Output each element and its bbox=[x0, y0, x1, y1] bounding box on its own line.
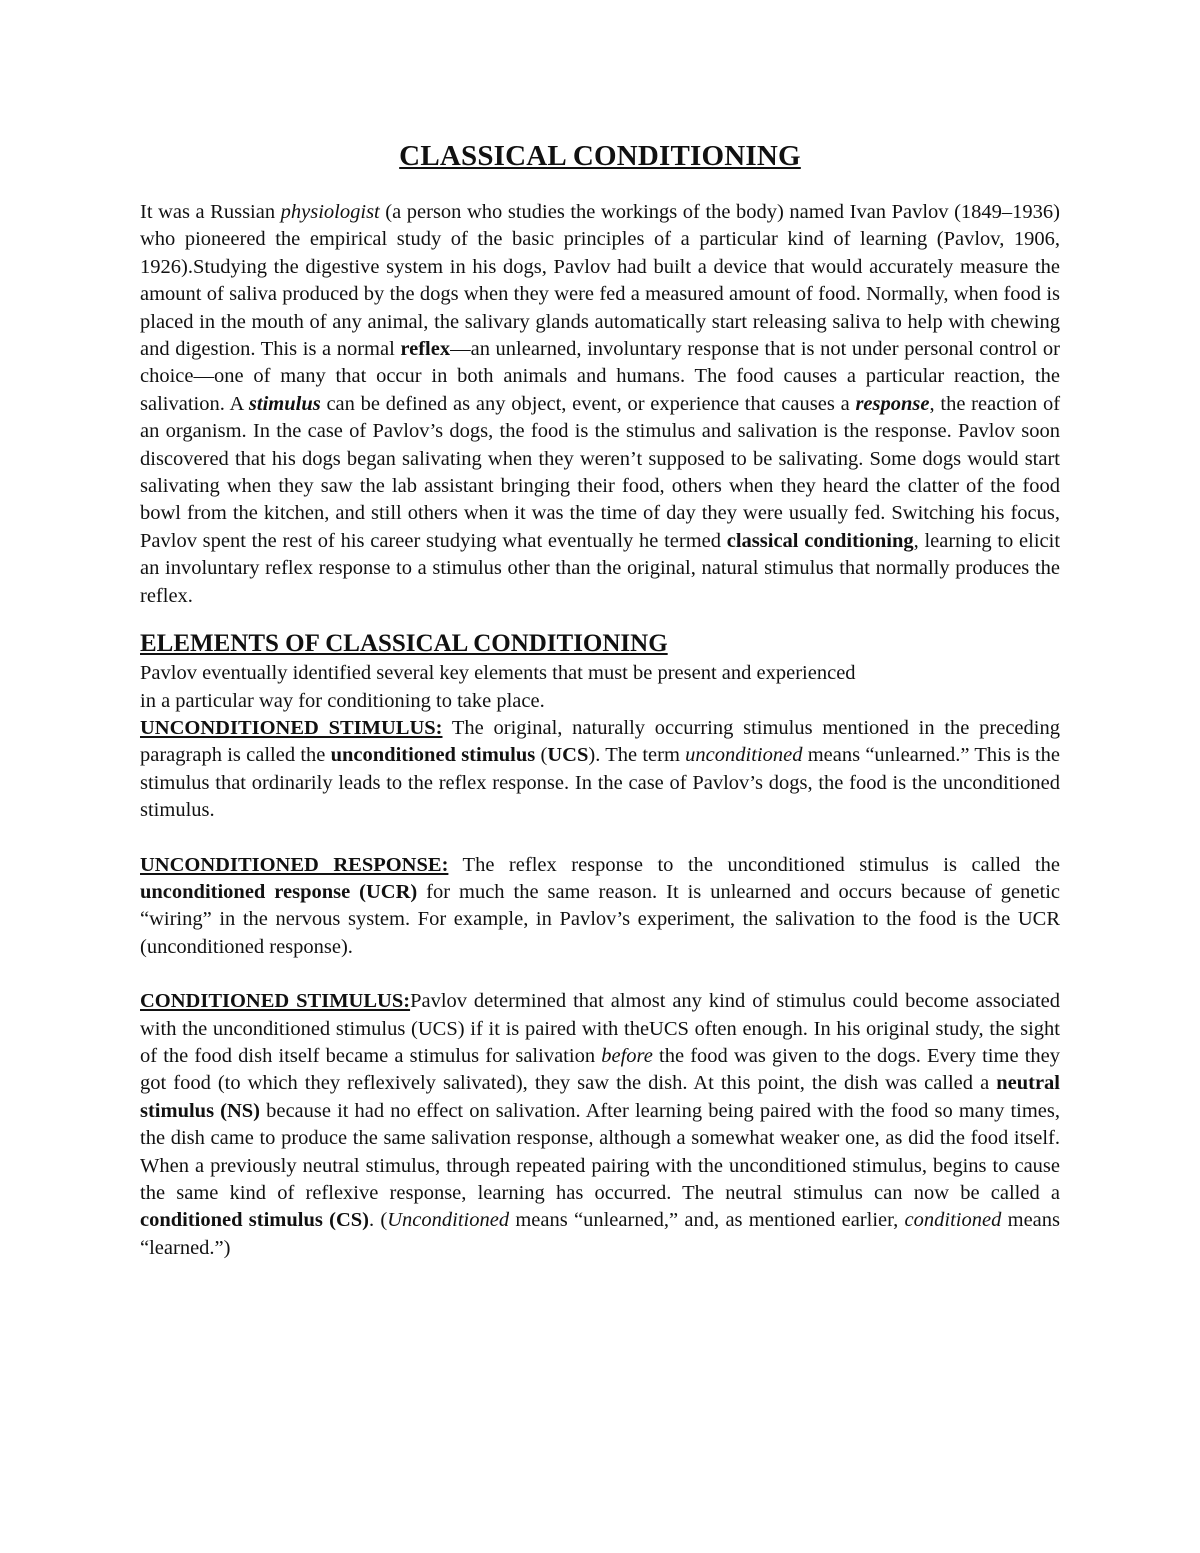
cs-text-4: . ( bbox=[369, 1209, 388, 1232]
paragraph-spacer bbox=[140, 825, 1060, 852]
ucr-text-1: The reflex response to the unconditioned stimulus is called the bbox=[448, 853, 1060, 876]
ucr-term: unconditioned response (UCR) bbox=[140, 880, 418, 903]
intro-term-classical-conditioning: classical conditioning bbox=[726, 529, 914, 552]
intro-text-2: (a person who studies the workings of the body) named Ivan Pavlov (1849–1936) who pioneered the empirical study of the basic principles of a particular kind of learning (Pavlov, 1906, 1926).Studying the digestive system in his dogs, Pavlov had built a device that would accurately measure the amount of saliva produced by the dogs when they were fed a measured amount of food. Normally, when food is placed in the mouth of any animal, the salivary glands automatically start releasing saliva to help with chewing and digestion. This is a normal bbox=[140, 201, 1060, 361]
intro-text-1: It was a Russian bbox=[140, 201, 281, 223]
cs-text-3: because it had no effect on salivation. After learning being paired with the food so many times, the dish came to produce the same salivation response, although a somewhat weaker one, as did the food itself. When a previously neutral stimulus, through repeated pairing with the unconditioned stimulus, begins to cause the same kind of reflexive response, learning has occurred. The neutral stimulus can now be called a bbox=[140, 1099, 1060, 1204]
intro-term-stimulus: stimulus bbox=[248, 392, 321, 415]
cs-text-1: Pavlov determined that almost any kind of stimulus could become associated with the unconditioned stimulus (UCS) if it is paired with theUCS often enough. In his original study, the sight of the food dish itself became a stimulus for salivation bbox=[140, 990, 1060, 1067]
ucs-italic-unconditioned: unconditioned bbox=[685, 744, 803, 767]
ucr-paragraph bbox=[140, 852, 1060, 962]
cs-italic-unconditioned: Unconditioned bbox=[387, 1209, 510, 1232]
ucr-label: UNCONDITIONED RESPONSE: bbox=[140, 853, 449, 876]
intro-text-4: can be defined as any object, event, or experience that causes a bbox=[320, 392, 856, 415]
cs-term-conditioned-stimulus: conditioned stimulus (CS) bbox=[140, 1209, 369, 1232]
ucs-abbrev: UCS bbox=[547, 744, 589, 767]
page-title: CLASSICAL CONDITIONING bbox=[399, 140, 801, 172]
cs-term-neutral-stimulus: neutral stimulus (NS) bbox=[140, 1072, 1060, 1122]
cs-text-6: means “learned.”) bbox=[140, 1209, 1060, 1259]
ucs-text-2: ( bbox=[535, 744, 548, 767]
document-page bbox=[140, 140, 1060, 1262]
ucs-text-1: The original, naturally occurring stimulus mentioned in the preceding paragraph is called the bbox=[140, 716, 1060, 767]
cs-label: CONDITIONED STIMULUS: bbox=[140, 990, 411, 1013]
elements-intro-line-1: Pavlov eventually identified several key elements that must be present and experienced bbox=[140, 662, 856, 685]
paragraph-spacer bbox=[140, 961, 1060, 988]
intro-text-5: , the reaction of an organism. In the case of Pavlov’s dogs, the food is the stimulus and salivation is the response. Pavlov soon discovered that his dogs began salivating when they weren’t supposed to be salivating. Some dogs would start salivating when they saw the lab assistant bringing their food, others when they heard the clatter of the food bowl from the kitchen, and still others when it was the time of day they were usually fed. Switching his focus, Pavlov spent the rest of his career studying what eventually he termed bbox=[140, 392, 1061, 552]
intro-italic-physiologist: physiologist bbox=[280, 201, 380, 223]
cs-paragraph bbox=[140, 988, 1060, 1262]
cs-text-2: the food was given to the dogs. Every time they got food (to which they reflexively salivated), they saw the dish. At this point, the dish was called a bbox=[140, 1044, 1060, 1095]
ucs-text-4: means “unlearned.” This is the stimulus that ordinarily leads to the reflex response. In the case of Pavlov’s dogs, the food is the unconditioned stimulus. bbox=[140, 744, 1061, 822]
cs-text-5: means “unlearned,” and, as mentioned earlier, bbox=[509, 1209, 905, 1232]
cs-italic-before: before bbox=[601, 1044, 653, 1067]
ucs-paragraph bbox=[140, 715, 1060, 825]
elements-heading: ELEMENTS OF CLASSICAL CONDITIONING bbox=[140, 630, 668, 658]
cs-italic-conditioned: conditioned bbox=[904, 1209, 1002, 1232]
ucs-label: UNCONDITIONED STIMULUS: bbox=[140, 716, 443, 739]
intro-term-response: response bbox=[855, 392, 930, 415]
ucr-text-2: for much the same reason. It is unlearned and occurs because of genetic “wiring” in the nervous system. For example, in Pavlov’s experiment, the salivation to the food is the UCR (unconditioned response). bbox=[140, 880, 1060, 958]
ucs-term: unconditioned stimulus bbox=[330, 744, 536, 767]
intro-bold-reflex: reflex bbox=[400, 338, 451, 361]
ucs-text-3: ). The term bbox=[588, 744, 686, 767]
intro-text-6: , learning to elicit an involuntary reflex response to a stimulus other than the original, natural stimulus that normally produces the reflex. bbox=[140, 529, 1061, 607]
elements-intro-line-2: in a particular way for conditioning to take place. bbox=[140, 689, 545, 712]
intro-text-3: —an unlearned, involuntary response that is not under personal control or choice—one of many that occur in both animals and humans. The food causes a particular reaction, the salivation. A bbox=[140, 338, 1060, 415]
intro-paragraph bbox=[140, 199, 1060, 610]
